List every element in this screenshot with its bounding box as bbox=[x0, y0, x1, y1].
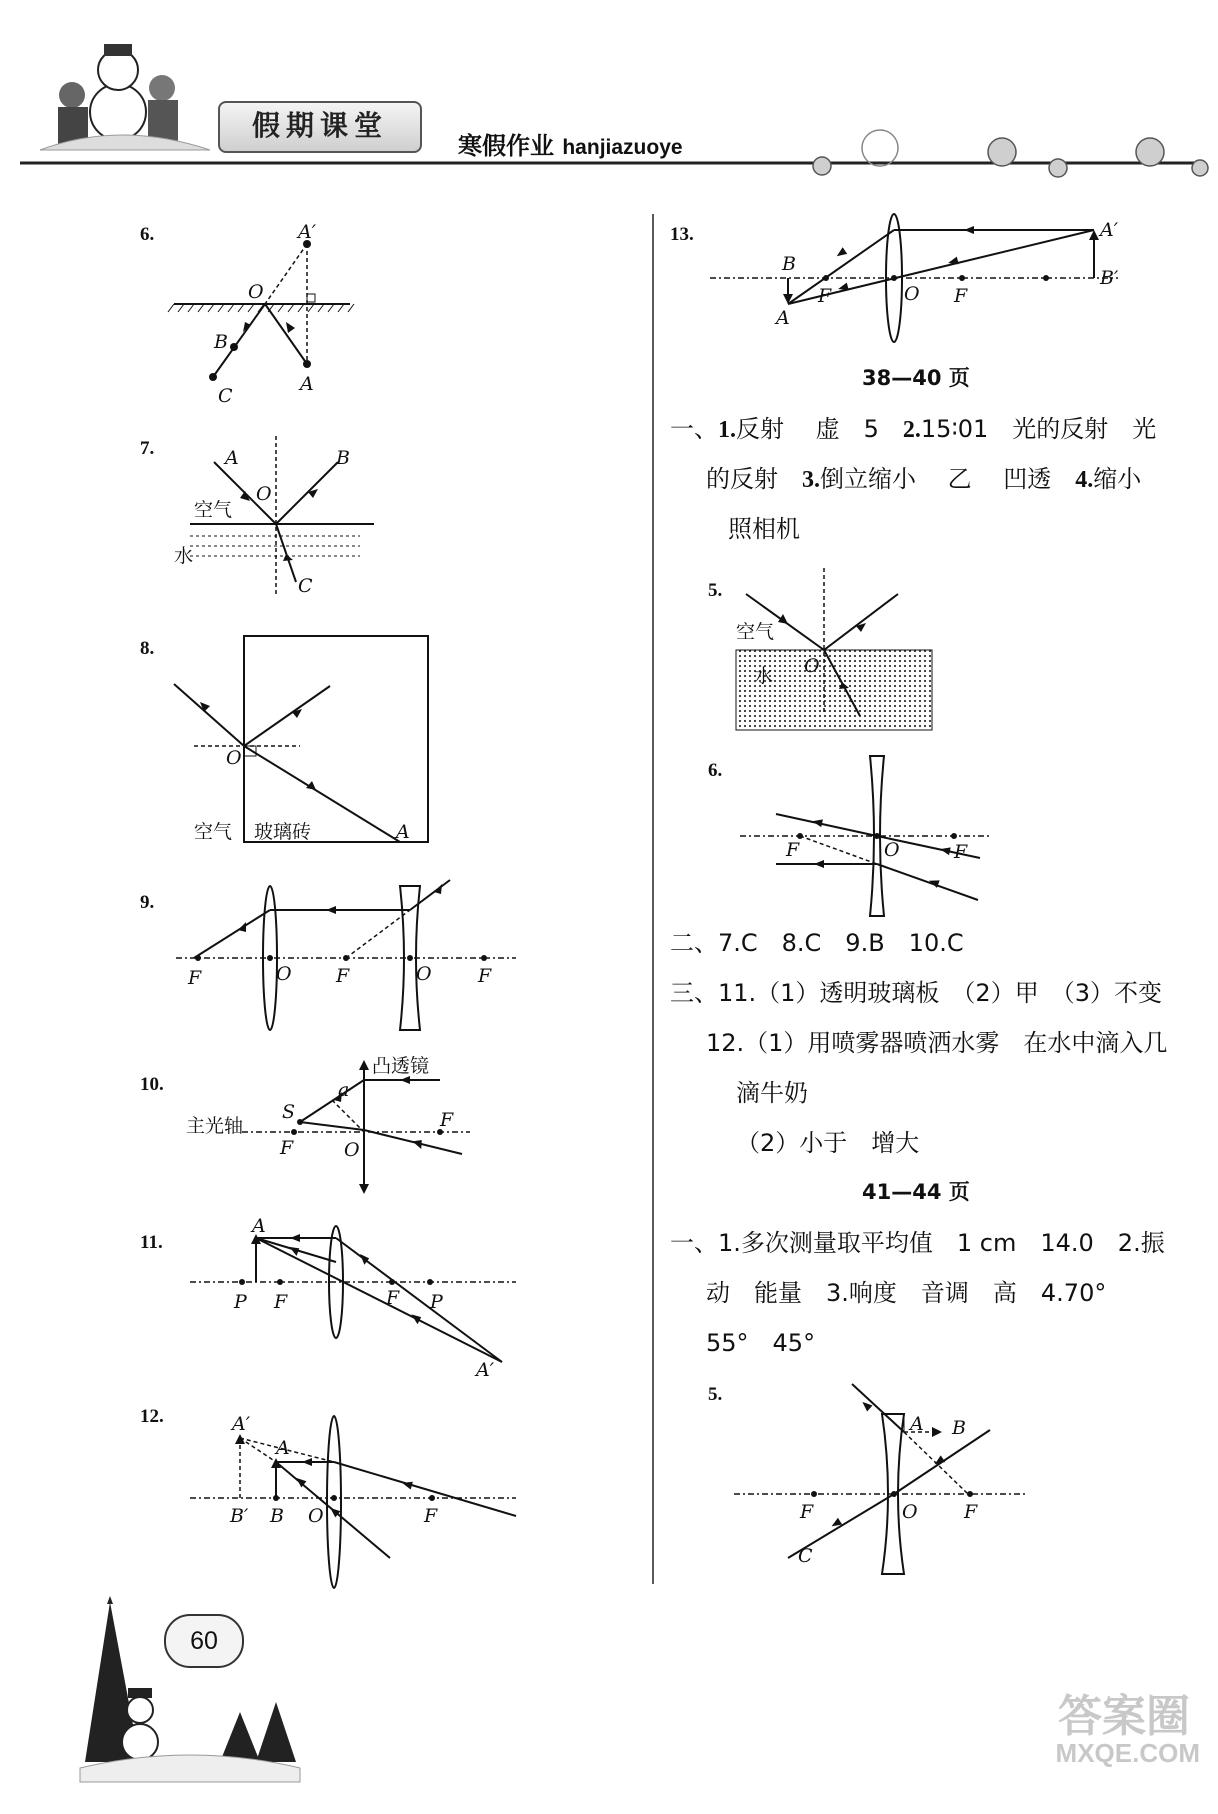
svg-text:B: B bbox=[782, 253, 796, 275]
svg-text:空气: 空气 bbox=[194, 821, 233, 843]
answer-line: 二、7.C 8.C 9.B 10.C bbox=[670, 929, 964, 957]
svg-text:A′: A′ bbox=[298, 221, 317, 243]
svg-text:F: F bbox=[386, 1287, 400, 1309]
answer-line: 一、1.多次测量取平均值 1 cm 14.0 2.振 bbox=[670, 1229, 1165, 1257]
svg-text:空气: 空气 bbox=[736, 621, 775, 643]
svg-text:A: A bbox=[910, 1413, 924, 1435]
svg-text:F: F bbox=[964, 1501, 978, 1523]
svg-text:C: C bbox=[218, 385, 233, 407]
svg-text:F: F bbox=[800, 1501, 814, 1523]
svg-text:A: A bbox=[252, 1215, 266, 1237]
q11-diagram bbox=[180, 1215, 520, 1381]
svg-text:A: A bbox=[776, 307, 790, 329]
svg-text:F: F bbox=[188, 967, 202, 989]
svg-text:O: O bbox=[344, 1139, 360, 1161]
q9-diagram bbox=[176, 876, 516, 1036]
header-badge: 假期课堂 bbox=[218, 101, 422, 153]
q13-number: 13. bbox=[670, 224, 694, 245]
svg-text:主光轴: 主光轴 bbox=[186, 1115, 244, 1137]
watermark-logo: 答案圈 bbox=[1058, 1691, 1190, 1742]
svg-text:F: F bbox=[440, 1109, 454, 1131]
answer-line: 的反射 3.倒立缩小 乙 凹透 4.缩小 bbox=[706, 465, 1142, 493]
q8-number: 8. bbox=[140, 638, 155, 659]
svg-text:F: F bbox=[424, 1505, 438, 1527]
svg-text:B′: B′ bbox=[1100, 267, 1119, 289]
svg-text:O: O bbox=[276, 963, 292, 985]
pearl-decoration bbox=[813, 138, 1208, 177]
svg-text:O: O bbox=[248, 281, 264, 303]
svg-text:O: O bbox=[904, 283, 920, 305]
svg-text:O: O bbox=[308, 1505, 324, 1527]
header-subtitle: 寒假作业 hanjiazuoye bbox=[458, 132, 683, 160]
svg-text:C: C bbox=[798, 1545, 813, 1567]
svg-text:P: P bbox=[234, 1291, 247, 1313]
q6-number: 6. bbox=[140, 224, 155, 245]
svg-text:水: 水 bbox=[174, 545, 194, 567]
q12-diagram bbox=[180, 1408, 520, 1598]
header-decoration bbox=[0, 0, 1218, 190]
q9-number: 9. bbox=[140, 892, 155, 913]
answer-line: （2）小于 增大 bbox=[736, 1129, 920, 1157]
q5a-diagram bbox=[728, 564, 968, 734]
page-number: 60 bbox=[164, 1614, 244, 1668]
answer-line: 55° 45° bbox=[706, 1329, 816, 1357]
svg-text:A: A bbox=[225, 447, 239, 469]
svg-text:F: F bbox=[336, 965, 350, 987]
q12-number: 12. bbox=[140, 1406, 164, 1427]
answer-line: 12.（1）用喷雾器喷洒水雾 在水中滴入几 bbox=[706, 1029, 1168, 1057]
svg-text:A′: A′ bbox=[232, 1413, 251, 1435]
svg-text:玻璃砖: 玻璃砖 bbox=[254, 821, 312, 843]
svg-text:B: B bbox=[336, 447, 350, 469]
svg-text:S: S bbox=[282, 1101, 296, 1123]
svg-text:O: O bbox=[884, 839, 900, 861]
q5a-number: 5. bbox=[708, 580, 723, 601]
q7-number: 7. bbox=[140, 438, 155, 459]
q7-diagram bbox=[174, 436, 580, 606]
svg-text:O: O bbox=[804, 655, 820, 677]
svg-text:F: F bbox=[818, 285, 832, 307]
section-heading-41-44: 41—44 页 bbox=[862, 1180, 970, 1204]
q6a-diagram bbox=[730, 752, 1010, 932]
svg-text:F: F bbox=[274, 1291, 288, 1313]
svg-text:O: O bbox=[226, 747, 242, 769]
svg-text:水: 水 bbox=[754, 665, 774, 687]
q6a-number: 6. bbox=[708, 760, 723, 781]
answer-line: 一、1.反射 虚 5 2.15∶01 光的反射 光 bbox=[670, 415, 1157, 443]
svg-text:O: O bbox=[416, 963, 432, 985]
svg-text:P: P bbox=[430, 1291, 443, 1313]
svg-text:A′: A′ bbox=[1100, 219, 1119, 241]
column-divider bbox=[652, 214, 656, 1814]
answer-line: 三、11.（1）透明玻璃板 （2）甲 （3）不变 bbox=[670, 979, 1162, 1007]
svg-text:B: B bbox=[270, 1505, 284, 1527]
svg-text:A: A bbox=[396, 821, 410, 843]
svg-text:C: C bbox=[298, 575, 313, 597]
q5b-number: 5. bbox=[708, 1384, 723, 1405]
q11-number: 11. bbox=[140, 1232, 163, 1253]
snowman-kids-illustration bbox=[40, 44, 210, 150]
q10-number: 10. bbox=[140, 1074, 164, 1095]
svg-text:B: B bbox=[214, 331, 228, 353]
answer-line: 动 能量 3.响度 音调 高 4.70° bbox=[706, 1279, 1107, 1307]
svg-text:空气: 空气 bbox=[194, 499, 233, 521]
svg-text:B: B bbox=[952, 1417, 966, 1439]
svg-text:a: a bbox=[338, 1079, 350, 1101]
svg-text:F: F bbox=[954, 841, 968, 863]
q5b-diagram bbox=[728, 1380, 1038, 1570]
watermark-url: MXQE.COM bbox=[1055, 1738, 1200, 1768]
svg-text:B′: B′ bbox=[230, 1505, 249, 1527]
q6-diagram bbox=[160, 221, 560, 410]
svg-text:F: F bbox=[954, 285, 968, 307]
svg-text:O: O bbox=[256, 483, 272, 505]
answer-line: 滴牛奶 bbox=[736, 1079, 808, 1107]
section-heading-38-40: 38—40 页 bbox=[862, 366, 970, 390]
svg-text:F: F bbox=[280, 1137, 294, 1159]
q13-diagram bbox=[708, 212, 1148, 342]
svg-text:A: A bbox=[276, 1437, 290, 1459]
svg-text:凸透镜: 凸透镜 bbox=[372, 1055, 430, 1077]
answer-line: 照相机 bbox=[728, 515, 800, 543]
svg-text:O: O bbox=[902, 1501, 918, 1523]
svg-text:A: A bbox=[300, 373, 314, 395]
q8-diagram bbox=[170, 632, 470, 852]
svg-text:F: F bbox=[786, 839, 800, 861]
q10-diagram bbox=[186, 1052, 510, 1192]
svg-text:F: F bbox=[478, 965, 492, 987]
svg-text:A′: A′ bbox=[476, 1359, 495, 1381]
